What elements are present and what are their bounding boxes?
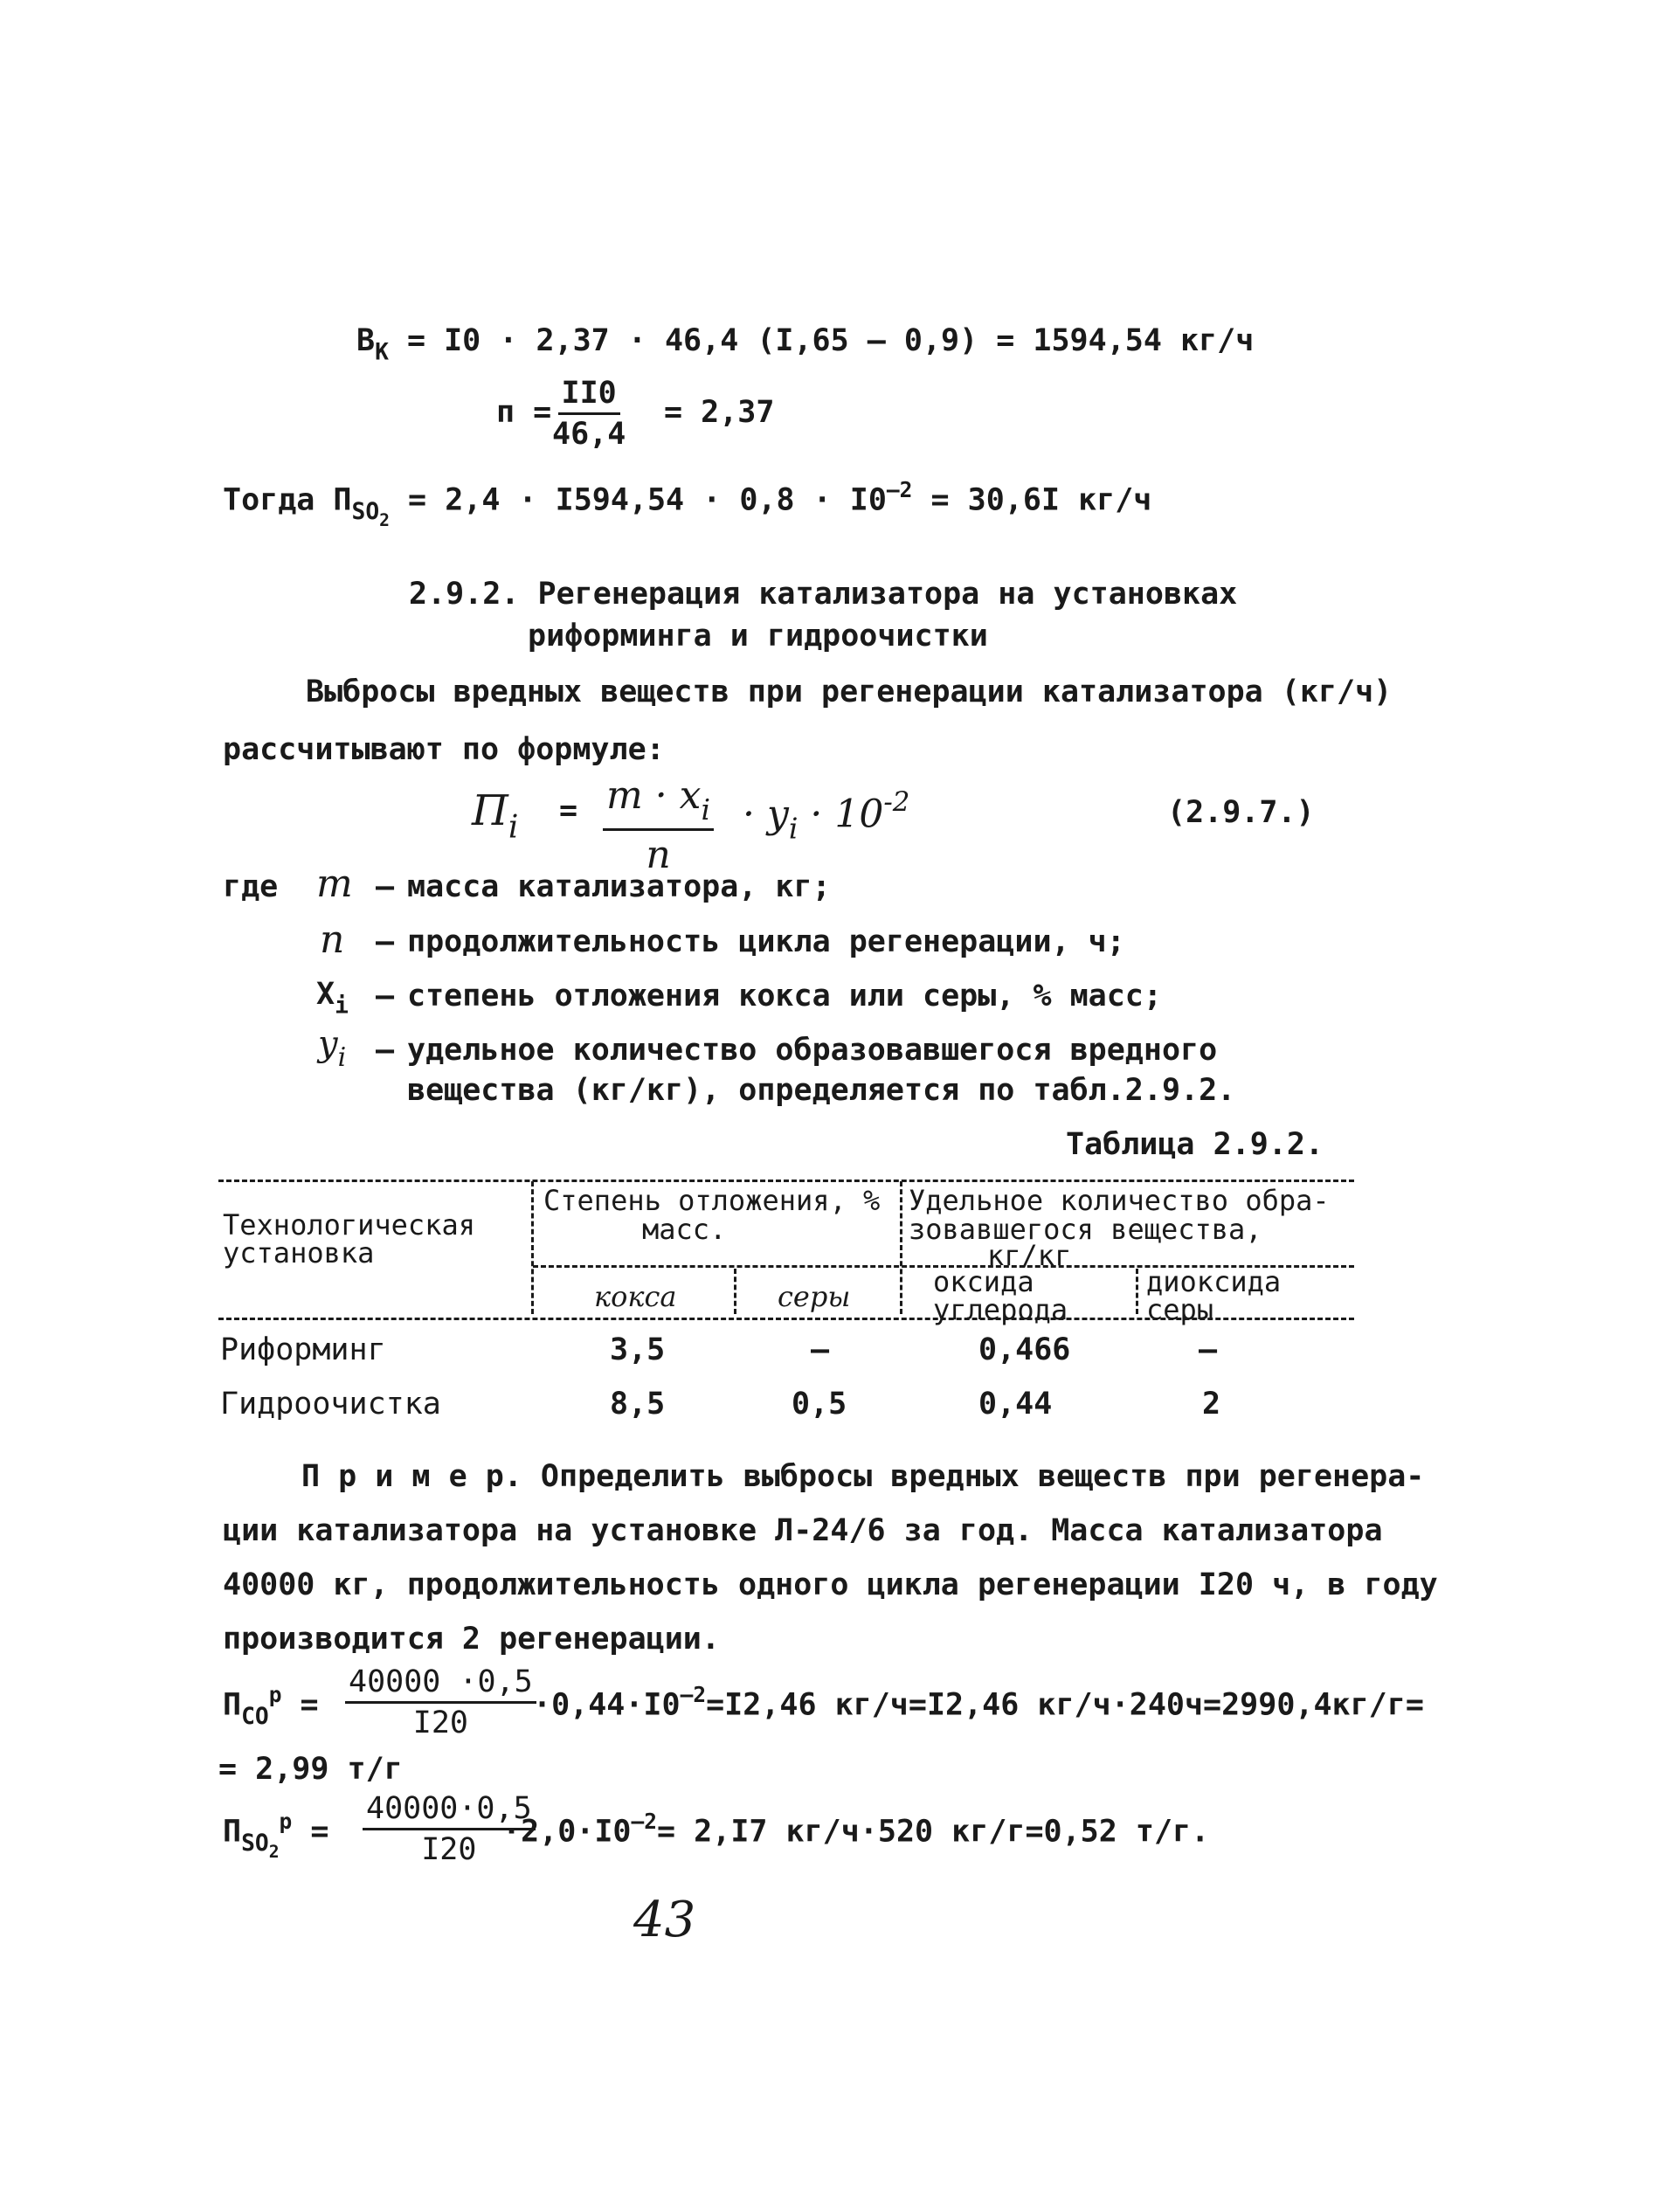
def-dash-n: – — [376, 924, 395, 959]
th-deposit-line1: Степень отложения, % — [543, 1184, 881, 1217]
table-row-1-so2: – — [1199, 1332, 1218, 1367]
co-numerator: 40000 ·0,5 — [345, 1664, 536, 1704]
so2-denominator: I20 — [421, 1832, 477, 1867]
table-vline-2 — [900, 1181, 902, 1314]
def-dash-y: – — [376, 1033, 395, 1068]
table-row-1-coke: 3,5 — [610, 1332, 666, 1367]
th-deposit-line2: масс. — [642, 1213, 727, 1246]
def-text-x: степень отложения кокса или серы, % масс; — [407, 979, 1162, 1014]
togda-exp: –2 — [886, 477, 913, 502]
example-line2: ции катализатора на установке Л-24/6 за год. Масса катализатора — [223, 1513, 1383, 1548]
intro-line1: Выбросы вредных веществ при регенерации катализатора (кг/ч) — [306, 675, 1393, 709]
table-row-1-co: 0,466 — [978, 1332, 1071, 1367]
section-heading-line2: риформинга и гидроочистки — [528, 619, 988, 654]
def-sym-y: $y_i$ — [318, 1024, 347, 1073]
table-row-2-coke: 8,5 — [610, 1387, 666, 1422]
def-text-n: продолжительность цикла регенерации, ч; — [407, 924, 1125, 959]
th-install-line2: установка — [223, 1236, 375, 1270]
th-so2-line2: серы — [1146, 1293, 1214, 1326]
def-sym-x: $X_i$ — [316, 977, 349, 1020]
example-line3: 40000 кг, продолжительность одного цикла регенерации I20 ч, в году — [223, 1567, 1438, 1602]
example-line4: производится 2 регенерации. — [223, 1622, 720, 1657]
togda-sub: SO — [351, 499, 380, 526]
where-label: где — [223, 869, 279, 904]
co-formula-continuation: = 2,99 т/г — [218, 1752, 403, 1787]
table-row-1-name: Риформинг — [220, 1332, 386, 1367]
th-coke: кокса — [594, 1280, 677, 1313]
def-text-y: удельное количество образовавшегося вредного — [407, 1033, 1218, 1068]
th-specific-line2: зовавшегося вещества, — [909, 1213, 1262, 1246]
formula-n-rhs: = 2,37 — [664, 395, 775, 430]
co-formula-rhs: $\cdot 0,44\cdot I0^{-2}=I2,46$ кг/ч=I2,46 кг/ч·240ч=2990,4кг/г= — [533, 1682, 1424, 1723]
so2-formula-rhs: $\cdot 2,0\cdot I0^{-2}= 2,I7$ кг/ч·520 кг/г=0,52 т/г. — [502, 1809, 1210, 1850]
def-dash-m: – — [376, 869, 395, 904]
def-text-m: масса катализатора, кг; — [407, 869, 831, 904]
table-vline-3 — [734, 1269, 736, 1314]
so2-numerator: 40000·0,5 — [363, 1791, 536, 1830]
section-heading-line1: 2.9.2. Регенерация катализатора на установках — [409, 577, 1238, 612]
example-line1: П р и м е р. Определить выбросы вредных веществ при регенера- — [301, 1459, 1425, 1494]
def-sym-n: n — [320, 917, 345, 962]
page-number: 43 — [633, 1892, 696, 1948]
th-co-line2: углерода — [933, 1293, 1068, 1326]
formula-number: (2.9.7.) — [1167, 795, 1315, 830]
main-formula-fraction — [603, 773, 714, 877]
th-specific-line3: кг/кг — [987, 1239, 1072, 1272]
th-so2-line1: диоксида — [1146, 1265, 1282, 1298]
so2-formula-lhs: $П_{SO_2}^р$ = — [223, 1809, 329, 1863]
main-formula-tail: · $y_i \cdot 10^{-2}$ — [743, 786, 910, 846]
table-row-2-so2: 2 — [1202, 1387, 1221, 1422]
formula-n-fraction — [552, 376, 626, 452]
main-formula-numerator: $m \cdot x_i$ — [603, 773, 714, 831]
togda-rhs-b: = 30,6I кг/ч — [930, 482, 1152, 518]
table-top-rule — [218, 1180, 1354, 1182]
formula-n-lhs: п = — [496, 395, 552, 430]
table-caption: Таблица 2.9.2. — [1066, 1127, 1324, 1162]
table-row-2-name: Гидроочистка — [220, 1387, 441, 1422]
th-specific-line1: Удельное количество обра- — [909, 1184, 1330, 1217]
bk-lhs: В — [356, 323, 376, 358]
main-formula-lhs: $П_i$ — [472, 786, 519, 846]
formula-bk — [356, 323, 1254, 366]
main-formula-eq: = — [559, 793, 578, 828]
table-row-2-sulfur: 0,5 — [792, 1387, 847, 1422]
bk-rhs: = I0 · 2,37 · 46,4 (I,65 – 0,9) = 1594,54 кг/ч — [406, 323, 1255, 358]
def-dash-x: – — [376, 979, 395, 1014]
n-numerator: II0 — [558, 376, 620, 415]
def-text-y-2: вещества (кг/кг), определяется по табл.2.9.2. — [407, 1073, 1236, 1108]
table-vline-4 — [1136, 1269, 1138, 1314]
intro-line2: рассчитывают по формуле: — [223, 732, 665, 767]
co-formula-fraction — [345, 1664, 536, 1740]
togda-sub2: 2 — [379, 510, 390, 531]
togda-lhs: Тогда П — [223, 482, 352, 518]
th-install-line1: Технологическая — [223, 1208, 475, 1242]
co-denominator: I20 — [412, 1705, 468, 1740]
table-row-2-co: 0,44 — [978, 1387, 1053, 1422]
table-vline-1 — [531, 1181, 534, 1314]
formula-togda — [223, 477, 1151, 530]
th-sulfur: серы — [778, 1280, 851, 1313]
co-formula-lhs: $П_{CO}^р$ = — [223, 1682, 319, 1731]
bk-sub: К — [375, 339, 389, 366]
table-row-1-sulfur: – — [811, 1332, 830, 1367]
main-formula-denominator: n — [646, 833, 671, 878]
th-co-line1: оксида — [933, 1265, 1034, 1298]
togda-rhs-a: = 2,4 · I594,54 · 0,8 · I0 — [408, 482, 887, 518]
def-sym-m: m — [316, 861, 353, 906]
n-denominator: 46,4 — [552, 417, 626, 452]
